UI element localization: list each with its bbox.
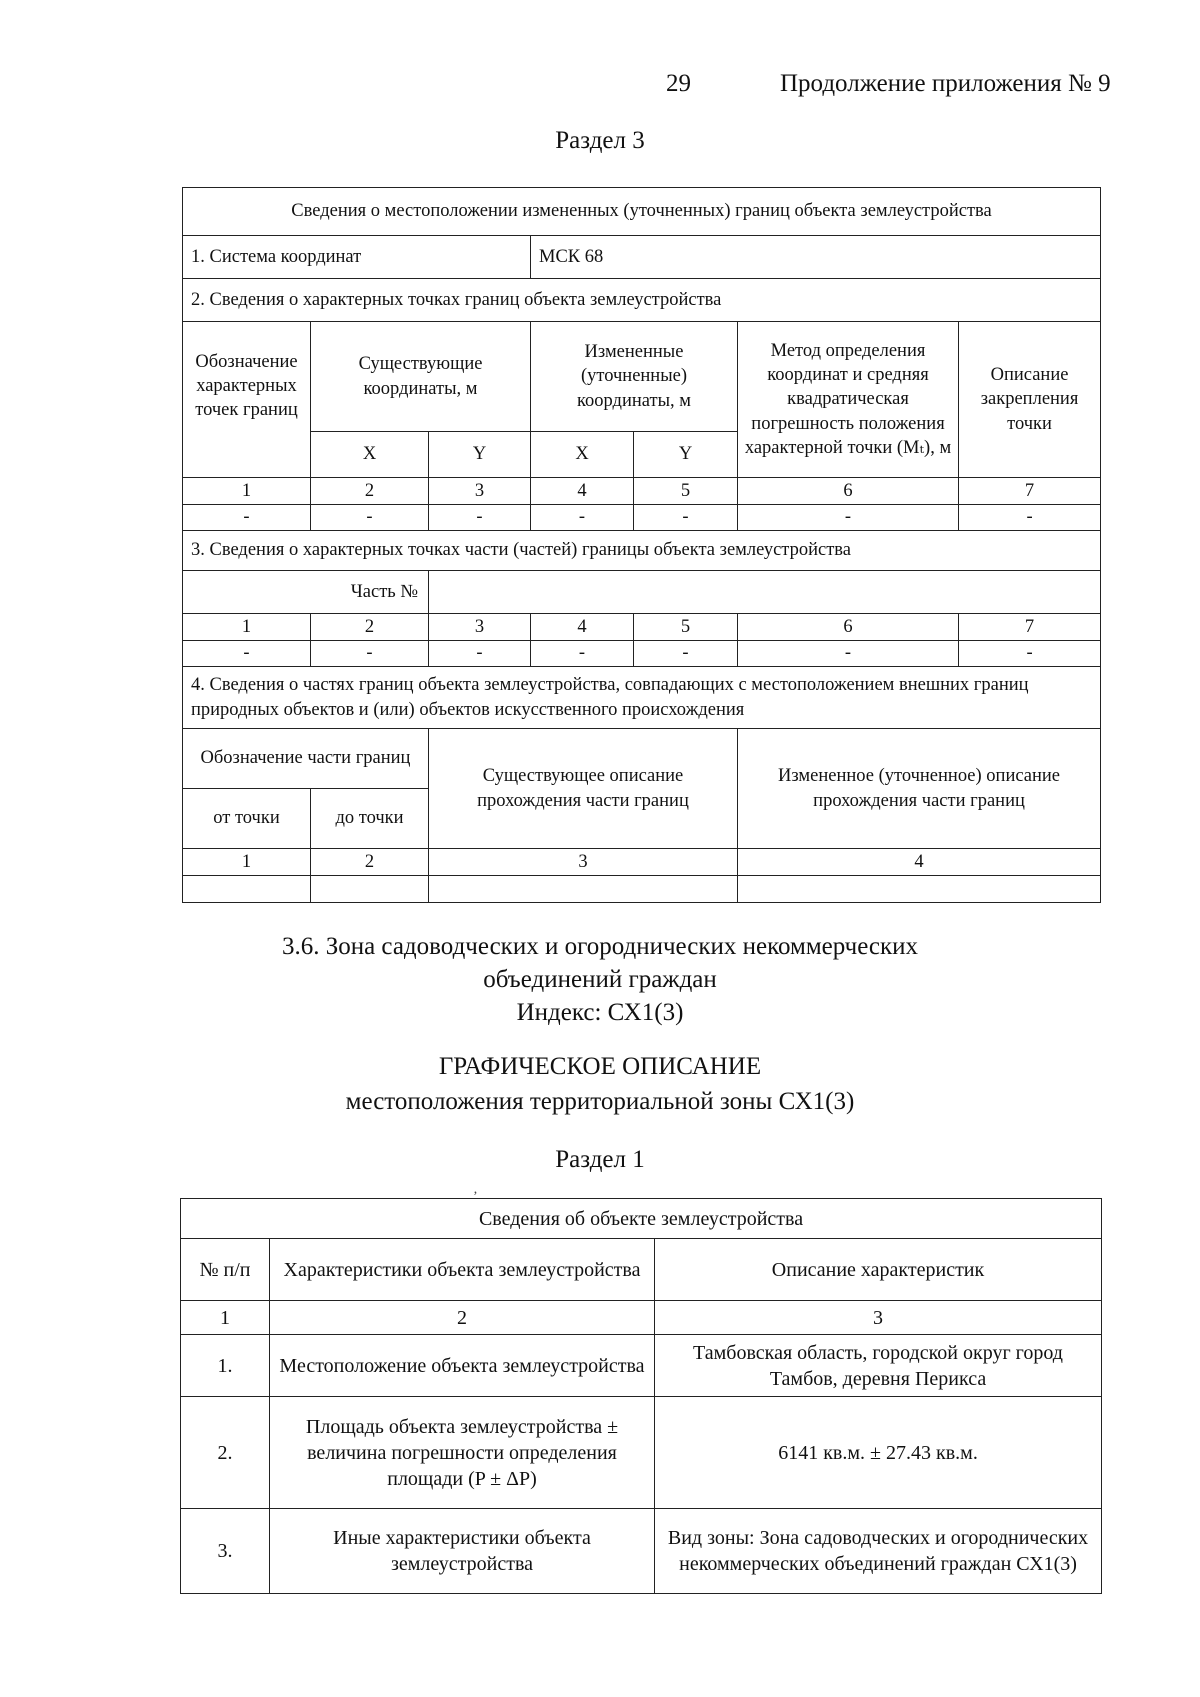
part-value [429, 571, 1101, 614]
row-characteristic: Местоположение объекта землеустройства [270, 1335, 655, 1397]
col-number: 7 [959, 478, 1101, 505]
dash-cell: - [634, 641, 738, 667]
row-description: 6141 кв.м. ± 27.43 кв.м. [655, 1397, 1102, 1509]
graphic-description-subtitle: местоположения территориальной зоны СХ1(3) [345, 1088, 855, 1115]
col-number: 3 [429, 614, 531, 641]
col-changed-coords: Измененные (уточненные) координаты, м [531, 322, 738, 432]
coord-system-value: МСК 68 [531, 236, 1101, 279]
table-title: Сведения об объекте землеустройства [181, 1199, 1102, 1239]
col-number: 1 [183, 478, 311, 505]
empty-cell [183, 876, 311, 903]
col-number: 2 [311, 849, 429, 876]
row-characteristic: Иные характеристики объекта землеустройства [270, 1509, 655, 1594]
graphic-description-title: ГРАФИЧЕСКОЕ ОПИСАНИЕ [438, 1053, 762, 1080]
col-designation: Обозначение характерных точек границ [183, 322, 311, 478]
empty-cell [429, 876, 738, 903]
col-number: 5 [634, 478, 738, 505]
col-number: 4 [531, 478, 634, 505]
dash-cell: - [959, 505, 1101, 531]
empty-cell [738, 876, 1101, 903]
dash-cell: - [531, 505, 634, 531]
col-number: 1 [181, 1301, 270, 1335]
row-description: Тамбовская область, городской округ город Тамбов, деревня Перикса [655, 1335, 1102, 1397]
col-existing-coords: Существующие координаты, м [311, 322, 531, 432]
dash-cell: - [183, 641, 311, 667]
row-description: Вид зоны: Зона садоводческих и огороднических некоммерческих объединений граждан СХ1(3) [655, 1509, 1102, 1594]
page-number: 29 [666, 70, 691, 97]
col-number: 7 [959, 614, 1101, 641]
col-number: 2 [311, 478, 429, 505]
zone-heading-line-2: объединений граждан [483, 966, 717, 993]
col-description-header: Описание характеристик [655, 1239, 1102, 1301]
col-number: 5 [634, 614, 738, 641]
col-number: 1 [183, 849, 311, 876]
col-number: 6 [738, 478, 959, 505]
dash-cell: - [311, 641, 429, 667]
col-method: Метод определения координат и средняя квадратическая погрешность положения характерной точки (Mₜ), м [738, 322, 959, 478]
border-part-designation: Обозначение части границ [183, 729, 429, 789]
col-number: 2 [270, 1301, 655, 1335]
col-number: 4 [531, 614, 634, 641]
y-label: Y [634, 432, 738, 478]
dash-cell: - [634, 505, 738, 531]
zone-heading-line-1: 3.6. Зона садоводческих и огороднических некоммерческих [281, 933, 919, 960]
x-label: X [531, 432, 634, 478]
dash-cell: - [531, 641, 634, 667]
from-point: от точки [183, 789, 311, 849]
col-number: 3 [429, 478, 531, 505]
row-characteristic: Площадь объекта землеустройства ± величина погрешности определения площади (P ± ΔP) [270, 1397, 655, 1509]
row-number: 3. [181, 1509, 270, 1594]
dash-cell: - [429, 641, 531, 667]
section-3-title: Раздел 3 [555, 127, 645, 154]
col-number: 2 [311, 614, 429, 641]
col-number: 3 [655, 1301, 1102, 1335]
existing-description: Существующее описание прохождения части границ [429, 729, 738, 849]
dash-cell: - [738, 505, 959, 531]
col-number: 4 [738, 849, 1101, 876]
dash-cell: - [183, 505, 311, 531]
points-heading: 2. Сведения о характерных точках границ объекта землеустройства [183, 279, 1101, 322]
coord-system-label: 1. Система координат [183, 236, 531, 279]
table-title: Сведения о местоположении измененных (уточненных) границ объекта землеустройства [183, 188, 1101, 236]
col-characteristics-header: Характеристики объекта землеустройства [270, 1239, 655, 1301]
borders-heading: 4. Сведения о частях границ объекта землеустройства, совпадающих с местоположением внешних границ природных объектов и (или) объектов искусственного происхождения [183, 667, 1101, 729]
col-num-header: № п/п [181, 1239, 270, 1301]
dash-cell: - [429, 505, 531, 531]
parts-heading: 3. Сведения о характерных точках части (частей) границы объекта землеустройства [183, 531, 1101, 571]
dash-cell: - [959, 641, 1101, 667]
zone-index: Индекс: СХ1(3) [516, 999, 684, 1026]
dash-cell: - [738, 641, 959, 667]
changed-description: Измененное (уточненное) описание прохождения части границ [738, 729, 1101, 849]
col-number: 3 [429, 849, 738, 876]
section-1-title: Раздел 1 [555, 1146, 645, 1173]
section-1-table [180, 1198, 1102, 1594]
col-number: 6 [738, 614, 959, 641]
to-point: до точки [311, 789, 429, 849]
col-number: 1 [183, 614, 311, 641]
empty-cell [311, 876, 429, 903]
section-3-table [182, 187, 1101, 903]
part-label: Часть № [183, 571, 429, 614]
row-number: 1. [181, 1335, 270, 1397]
x-label: X [311, 432, 429, 478]
row-number: 2. [181, 1397, 270, 1509]
dash-cell: - [311, 505, 429, 531]
continuation-label: Продолжение приложения № 9 [780, 70, 1111, 97]
page-header [0, 70, 1200, 104]
pen-mark: ‚ [473, 1182, 478, 1197]
y-label: Y [429, 432, 531, 478]
col-fixation-description: Описание закрепления точки [959, 322, 1101, 478]
